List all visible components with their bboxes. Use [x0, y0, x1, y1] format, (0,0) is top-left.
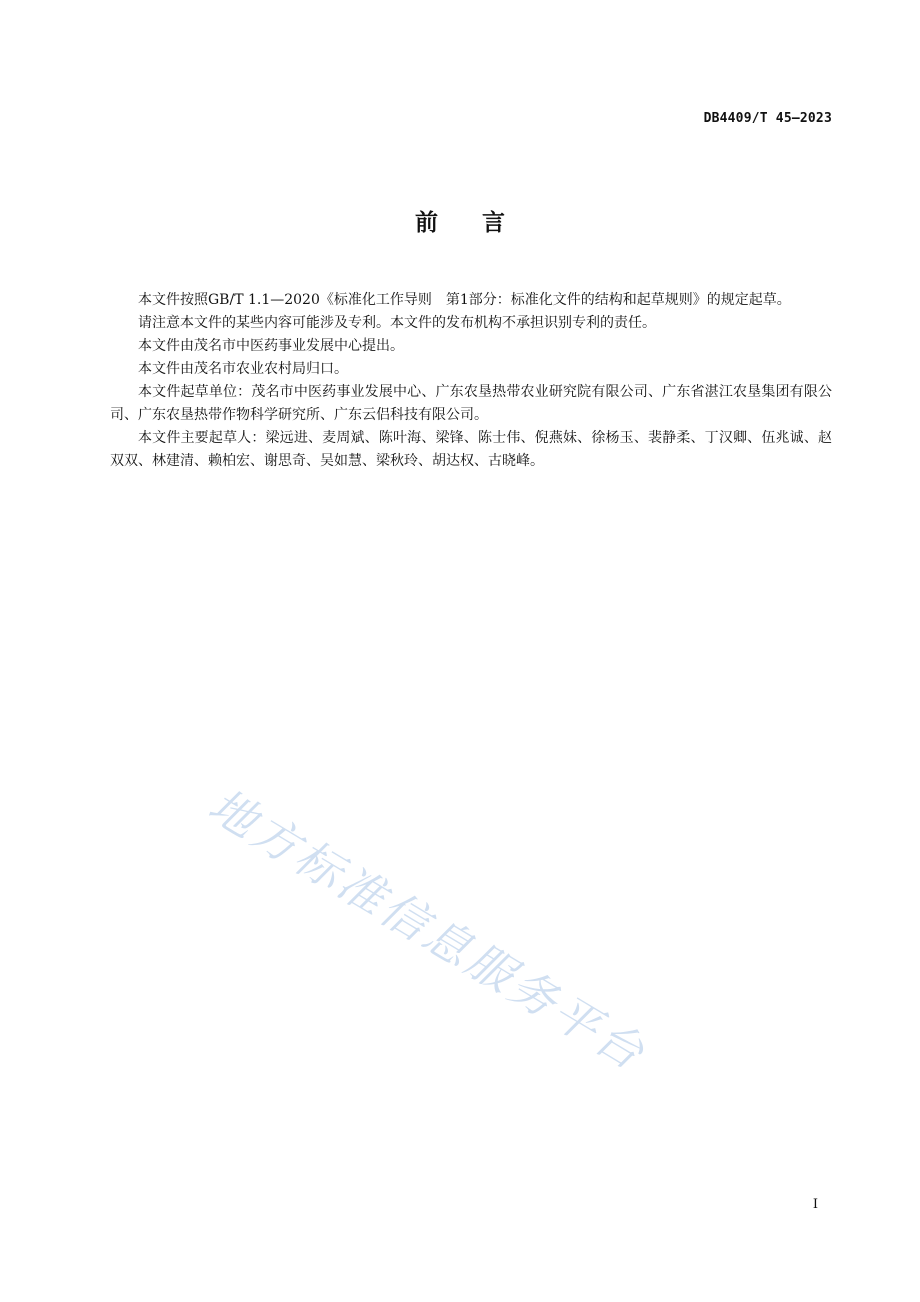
watermark: 地方标准信息服务平台 — [199, 777, 656, 1082]
paragraph-patent-notice: 请注意本文件的某些内容可能涉及专利。本文件的发布机构不承担识别专利的责任。 — [138, 315, 656, 331]
paragraph-main-drafters: 本文件主要起草人：梁远进、麦周斌、陈叶海、梁锋、陈士伟、倪燕妹、徐杨玉、裴静柔、丁汉卿、伍兆诚、赵双双、林建清、赖柏宏、谢思奇、吴如慧、梁秋玲、胡达权、古晓峰。 — [110, 430, 832, 469]
paragraph-proposed-by: 本文件由茂名市中医药事业发展中心提出。 — [138, 338, 404, 354]
page-title: 前言 — [415, 210, 549, 236]
paragraph-under-jurisdiction: 本文件由茂名市农业农村局归口。 — [138, 361, 348, 377]
document-code: DB4409/T 45—2023 — [703, 111, 832, 126]
page-number: I — [812, 1197, 818, 1212]
preface-body — [110, 289, 832, 473]
paragraph-drafting-rules: 本文件按照GB/T 1.1—2020《标准化工作导则 第1部分：标准化文件的结构和起草规则》的规定起草。 — [138, 292, 791, 308]
paragraph-drafting-units: 本文件起草单位：茂名市中医药事业发展中心、广东农垦热带农业研究院有限公司、广东省湛江农垦集团有限公司、广东农垦热带作物科学研究所、广东云侣科技有限公司。 — [110, 384, 832, 423]
